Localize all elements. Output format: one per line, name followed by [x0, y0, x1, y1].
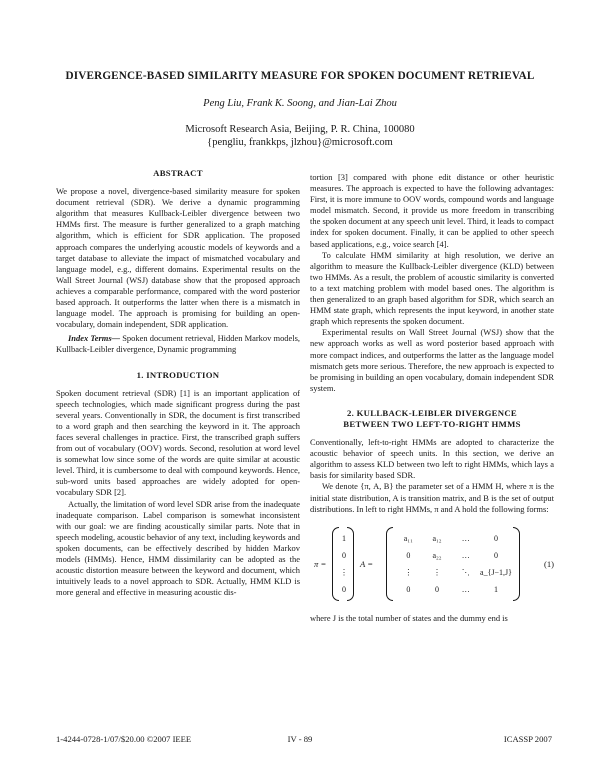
left-column	[56, 168, 300, 598]
matrix-cell: ⋱	[461, 567, 470, 577]
matrix-cell: a₁₁	[403, 533, 413, 543]
equation-number: (1)	[543, 558, 554, 569]
intro-paragraph-4: To calculate HMM similarity at high resolution, we derive an algorithm to measure the Kullback-Leibler divergence (KLD) between two HMMs. As a result, the problem of acoustic similarity is converted to a text matching problem with model based ones. The algorithm is then generalized to an graph based algorithm for SDR, which search an HMM state graph, which represents the input keyword, in another state graph which represents the spoken document.	[310, 249, 554, 327]
matrix-cell: 0	[435, 584, 439, 594]
matrix-cell: a₁₂	[432, 533, 442, 543]
section-2-heading-line-2: BETWEEN TWO LEFT-TO-RIGHT HMMS	[343, 418, 521, 429]
intro-paragraph-5: Experimental results on Wall Street Journal (WSJ) show that the new approach works as well as word posterior based approach with more compact indices, and outperforms the latter as the language model mismatch gets more serious. Therefore, the new approach is expected to be promising in building an open vocabulary, domain independent SDR system.	[310, 327, 554, 393]
section-2-paragraph-1: Conventionally, left-to-right HMMs are adopted to characterize the acoustic behavior of speech units. In this section, we derive an algorithm to assess KLD between two left to right HMMs, which lays a basis for similarity based SDR.	[310, 437, 554, 481]
matrix-cell: 0	[406, 584, 411, 594]
pi-cell: 1	[342, 533, 346, 543]
footer-page-number: IV - 89	[287, 734, 313, 744]
affiliation-emails: {pengliu, frankkps, jlzhou}@microsoft.com	[207, 137, 393, 148]
matrix-cell: a₂₂	[432, 550, 442, 560]
equation-a-lhs: A =	[360, 558, 374, 569]
pi-cell: 0	[342, 550, 346, 560]
index-terms-text: Spoken document retrieval, Hidden Markov models, Kullback-Leibler divergence, Dynamic programming	[56, 333, 300, 355]
section-2-heading-line-1: 2. KULLBACK-LEIBLER DIVERGENCE	[347, 407, 517, 418]
intro-paragraph-2: Actually, the limitation of word level SDR arise from the inadequate inadequate comparison. Label comparison is somewhat inconsistent with our goal: we are finding acoustically similar parts. Note that in speech modeling, acoustic behavior of any text, including keywords and spoken documents, can be effectively described by hidden Markov models (HMMs). Hence, HMM dissimilarity can be adopted as the acoustic distortion measure between the keyword and document, which intuitively leads to a novel approach to SDR. Actually, HMM KLD is more general and effective in measuring acoustic dis-	[56, 498, 300, 598]
section-1-heading: 1. INTRODUCTION	[136, 369, 220, 380]
section-2-paragraph-2: We denote {π, A, B} the parameter set of a HMM H, where π is the initial state distribution, A is transition matrix, and B is the set of output distributions. In left to right HMMs, π and A hold the following forms:	[310, 481, 554, 514]
matrix-cell: …	[461, 584, 470, 594]
matrix-cell: 0	[494, 550, 499, 560]
pi-cell: ⋮	[340, 567, 348, 577]
section-2-paragraph-3: where J is the total number of states and the dummy end is	[310, 612, 508, 623]
matrix-cell: ⋮	[433, 567, 441, 577]
abstract-text: We propose a novel, divergence-based similarity measure for spoken document retrieval (SDR). We derive a dynamic programming algorithm that measures Kullback-Leibler divergence between two HMMs first. The measure is further generalized to a graph matching algorithm, which is efficient for SDR application. The proposed approach compares the underlying acoustic models of keywords and a target database to alleviate the impact of mismatched vocabulary and language model, e.g., different domains. Experimental results on the Wall Street Journal (WSJ) database show that the proposed approach achieves a comparable performance, compared with the word posterior based approach. It outperforms the latter when there is a mismatch in language model. The approach is promising for building an open-vocabulary, domain independent, SDR application.	[56, 186, 300, 330]
footer-venue: ICASSP 2007	[503, 734, 552, 744]
right-column	[310, 172, 554, 624]
equation-pi-lhs: π =	[314, 558, 327, 569]
matrix-cell: …	[461, 533, 470, 543]
pi-cell: 0	[342, 584, 346, 594]
matrix-cell: ⋮	[404, 567, 413, 577]
matrix-cell: …	[461, 550, 470, 560]
section-2-heading	[310, 408, 554, 430]
abstract-heading: ABSTRACT	[153, 168, 203, 178]
matrix-cell: a_{J−1,J}	[480, 567, 512, 577]
transition-matrix	[386, 527, 520, 601]
paper-title: DIVERGENCE-BASED SIMILARITY MEASURE FOR SPOKEN DOCUMENT RETRIEVAL	[65, 70, 535, 82]
intro-paragraph-3: tortion [3] compared with phone edit distance or other heuristic measures. The approach is expected to have the following advantages: First, it is more immune to OOV words, compound words and language model mismatch. Second, it provide us more freedom in transcribing the spoken document at any speech unit level. Third, it leads to compact index for spoken document. Finally, it can be applied to other speech based applications, e.g., voice search [4].	[310, 172, 554, 249]
index-terms-label: Index Terms—	[68, 333, 121, 344]
matrix-cell: 0	[406, 550, 411, 560]
affiliation	[40, 123, 560, 149]
affiliation-institution: Microsoft Research Asia, Beijing, P. R. China, 100080	[185, 124, 415, 135]
author-list: Peng Liu, Frank K. Soong, and Jian-Lai Zhou	[203, 98, 397, 109]
matrix-cell: 1	[494, 584, 499, 594]
matrix-cell: 0	[494, 533, 499, 543]
index-terms	[56, 333, 300, 355]
pi-vector	[332, 527, 354, 601]
equation-1	[310, 523, 554, 609]
footer-copyright: 1-4244-0728-1/07/$20.00 ©2007 IEEE	[56, 734, 192, 744]
intro-paragraph-1: Spoken document retrieval (SDR) [1] is an important application of speech technologies, which made significant progress during the past several years. Conventionally in SDR, the document is first transcribed to a word graph and then searching the keyword in it. The approach faces several challenges in practice. First, the transcribed graph suffers from out of vocabulary (OOV) words. Second, resolution at word level is somewhat low since some of the words are quite similar at acoustic level. Third, it is cumbersome to deal with compound keywords. Hence, sub-word units based approaches are widely adopted for open-vocabulary SDR [2].	[56, 387, 300, 498]
